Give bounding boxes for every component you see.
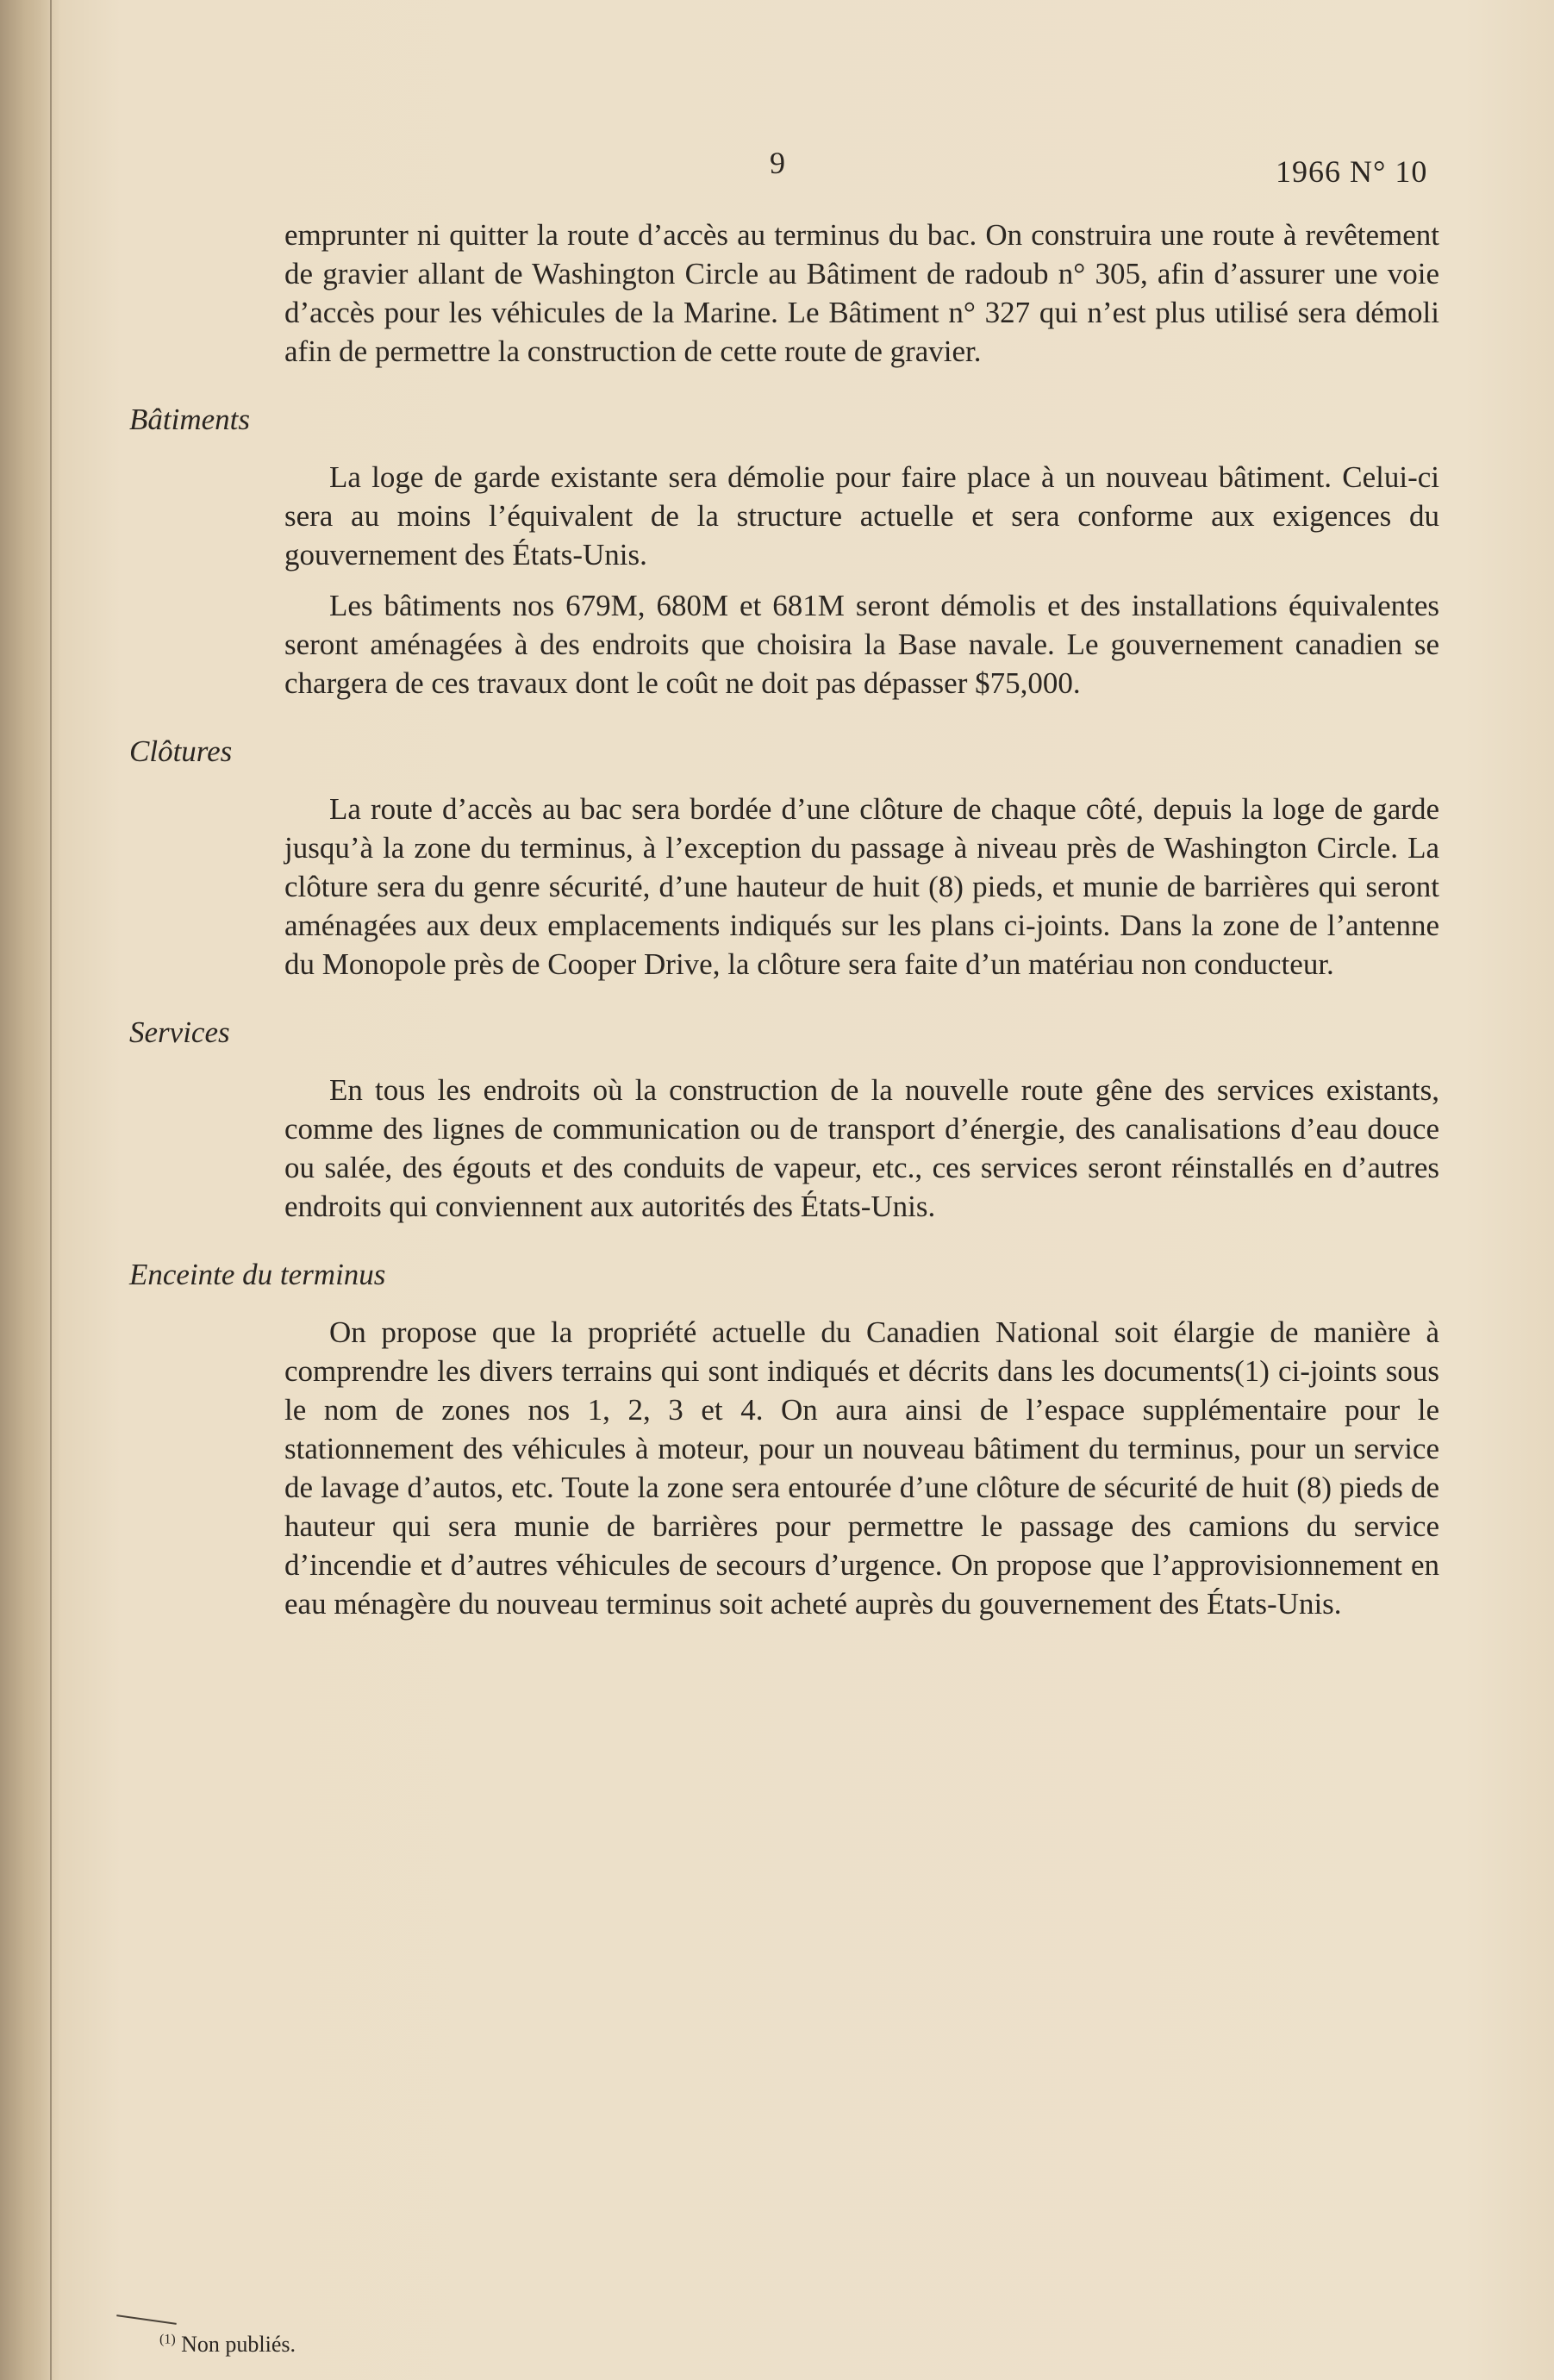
issue-label: 1966 N° 10 — [1276, 154, 1428, 189]
footnote-rule — [116, 2314, 177, 2325]
paragraph-batiments-1: La loge de garde existante sera démolie pour faire place à un nouveau bâtiment. Celui-ci sera au moins l’équivalent de la structure actuelle et sera conforme aux exigences du gouvernement des États-Unis. — [284, 460, 1439, 572]
page-number: 9 — [770, 146, 785, 180]
footnote — [159, 2332, 296, 2358]
section-heading-services: Services — [129, 1015, 230, 1049]
paragraph-batiments-2: Les bâtiments nos 679M, 680M et 681M seront démolis et des installations équivalentes seront aménagées à des endroits que choisira la Base navale. Le gouvernement canadien se chargera de ces travaux dont le coût ne doit pas dépasser $75,000. — [284, 589, 1439, 700]
section-heading-clotures: Clôtures — [129, 734, 233, 768]
footnote-marker: (1) — [159, 2332, 176, 2347]
section-heading-enceinte: Enceinte du terminus — [129, 1258, 386, 1291]
intro-paragraph: emprunter ni quitter la route d’accès au terminus du bac. On construira une route à revêtement de gravier allant de Washington Circle au Bâtiment de radoub n° 305, afin d’assurer une voie d’accès pour les véhicules de la Marine. Le Bâtiment n° 327 qui n’est plus utilisé sera démoli afin de permettre la construction de cette route de gravier. — [284, 218, 1439, 368]
paragraph-clotures: La route d’accès au bac sera bordée d’une clôture de chaque côté, depuis la loge de garde jusqu’à la zone du terminus, à l’exception du passage à niveau près de Washington Circle. La clôture sera du genre sécurité, d’une hauteur de huit (8) pieds, et munie de barrières qui seront aménagées aux deux emplacements indiqués sur les plans ci-joints. Dans la zone de l’antenne du Monopole près de Cooper Drive, la clôture sera faite d’un matériau non conducteur. — [284, 792, 1439, 981]
paragraph-enceinte: On propose que la propriété actuelle du Canadien National soit élargie de manière à comprendre les divers terrains qui sont indiqués et décrits dans les documents(1) ci-joints sous le nom de zones nos 1, 2, 3 et 4. On aura ainsi de l’espace supplémentaire pour le stationnement des véhicules à moteur, pour un nouveau bâtiment du terminus, pour un service de lavage d’autos, etc. Toute la zone sera entourée d’une clôture de sécurité de huit (8) pieds de hauteur qui sera munie de barrières pour permettre le passage des camions du service d’incendie et d’autres véhicules de secours d’urgence. On propose que l’approvisionnement en eau ménagère du nouveau terminus soit acheté auprès du gouvernement des États-Unis. — [284, 1315, 1439, 1621]
binding-edge-line — [50, 0, 52, 2380]
page-header — [0, 145, 1554, 197]
section-heading-batiments: Bâtiments — [129, 403, 250, 436]
body-text — [129, 216, 1439, 1635]
paragraph-services: En tous les endroits où la construction de la nouvelle route gêne des services existants, comme des lignes de communication ou de transport d’énergie, des canalisations d’eau douce ou salée, des égouts et des conduits de vapeur, etc., ces services seront réinstallés en d’autres endroits qui conviennent aux autorités des États-Unis. — [284, 1073, 1439, 1223]
footnote-text: Non publiés. — [181, 2332, 296, 2357]
